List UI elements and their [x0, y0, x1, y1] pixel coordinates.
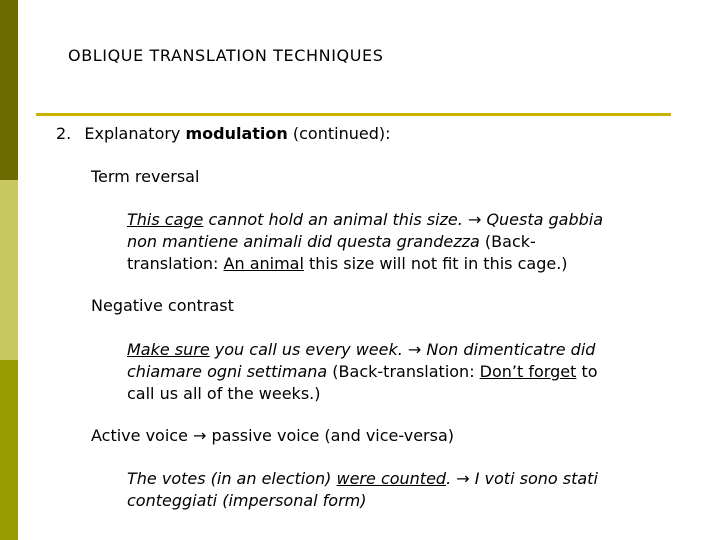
active-voice-heading: Active voice → passive voice (and vice-versa)	[91, 426, 455, 445]
negative-contrast-heading: Negative contrast	[91, 296, 234, 315]
underlined-phrase: An animal	[223, 254, 304, 273]
underlined-phrase: were counted	[336, 469, 447, 488]
underlined-phrase: This cage	[127, 210, 204, 229]
example-text: to	[576, 362, 598, 381]
example-text: you call us every week. → Non dimenticatre did	[209, 340, 596, 359]
example-text: (Back-	[479, 232, 536, 251]
active-voice-line-2: conteggiati (impersonal form)	[127, 491, 367, 510]
underlined-phrase: Don’t forget	[479, 362, 577, 381]
section-prefix: Explanatory	[84, 124, 186, 143]
term-reversal-line-2	[127, 231, 536, 252]
section-suffix: (continued):	[287, 124, 391, 143]
term-reversal-line-1	[127, 209, 603, 230]
example-text: cannot hold an animal this size. → Questa gabbia	[203, 210, 604, 229]
example-text: chiamare ogni settimana	[127, 362, 328, 381]
active-voice-line-1	[127, 468, 598, 489]
example-text: The votes (in an election)	[127, 469, 337, 488]
accent-bar-bottom	[0, 360, 18, 540]
example-text: non mantiene animali did questa grandezza	[127, 232, 480, 251]
slide-title: OBLIQUE TRANSLATION TECHNIQUES	[68, 46, 384, 65]
accent-bar-middle	[0, 180, 18, 360]
accent-bar-top	[0, 0, 18, 180]
example-text: . → I voti sono stati	[446, 469, 598, 488]
underlined-phrase: Make sure	[127, 340, 210, 359]
negative-contrast-line-3: call us all of the weeks.)	[127, 384, 321, 403]
negative-contrast-line-2	[127, 361, 598, 382]
example-text: translation:	[127, 254, 224, 273]
negative-contrast-line-1	[127, 339, 595, 360]
example-text: (Back-translation:	[327, 362, 480, 381]
section-bold-term: modulation	[185, 124, 288, 143]
term-reversal-line-3	[127, 253, 568, 274]
title-divider	[36, 113, 671, 116]
section-number: 2.	[56, 124, 72, 143]
term-reversal-heading: Term reversal	[91, 167, 200, 186]
example-text: this size will not fit in this cage.)	[303, 254, 568, 273]
section-heading	[56, 123, 390, 144]
